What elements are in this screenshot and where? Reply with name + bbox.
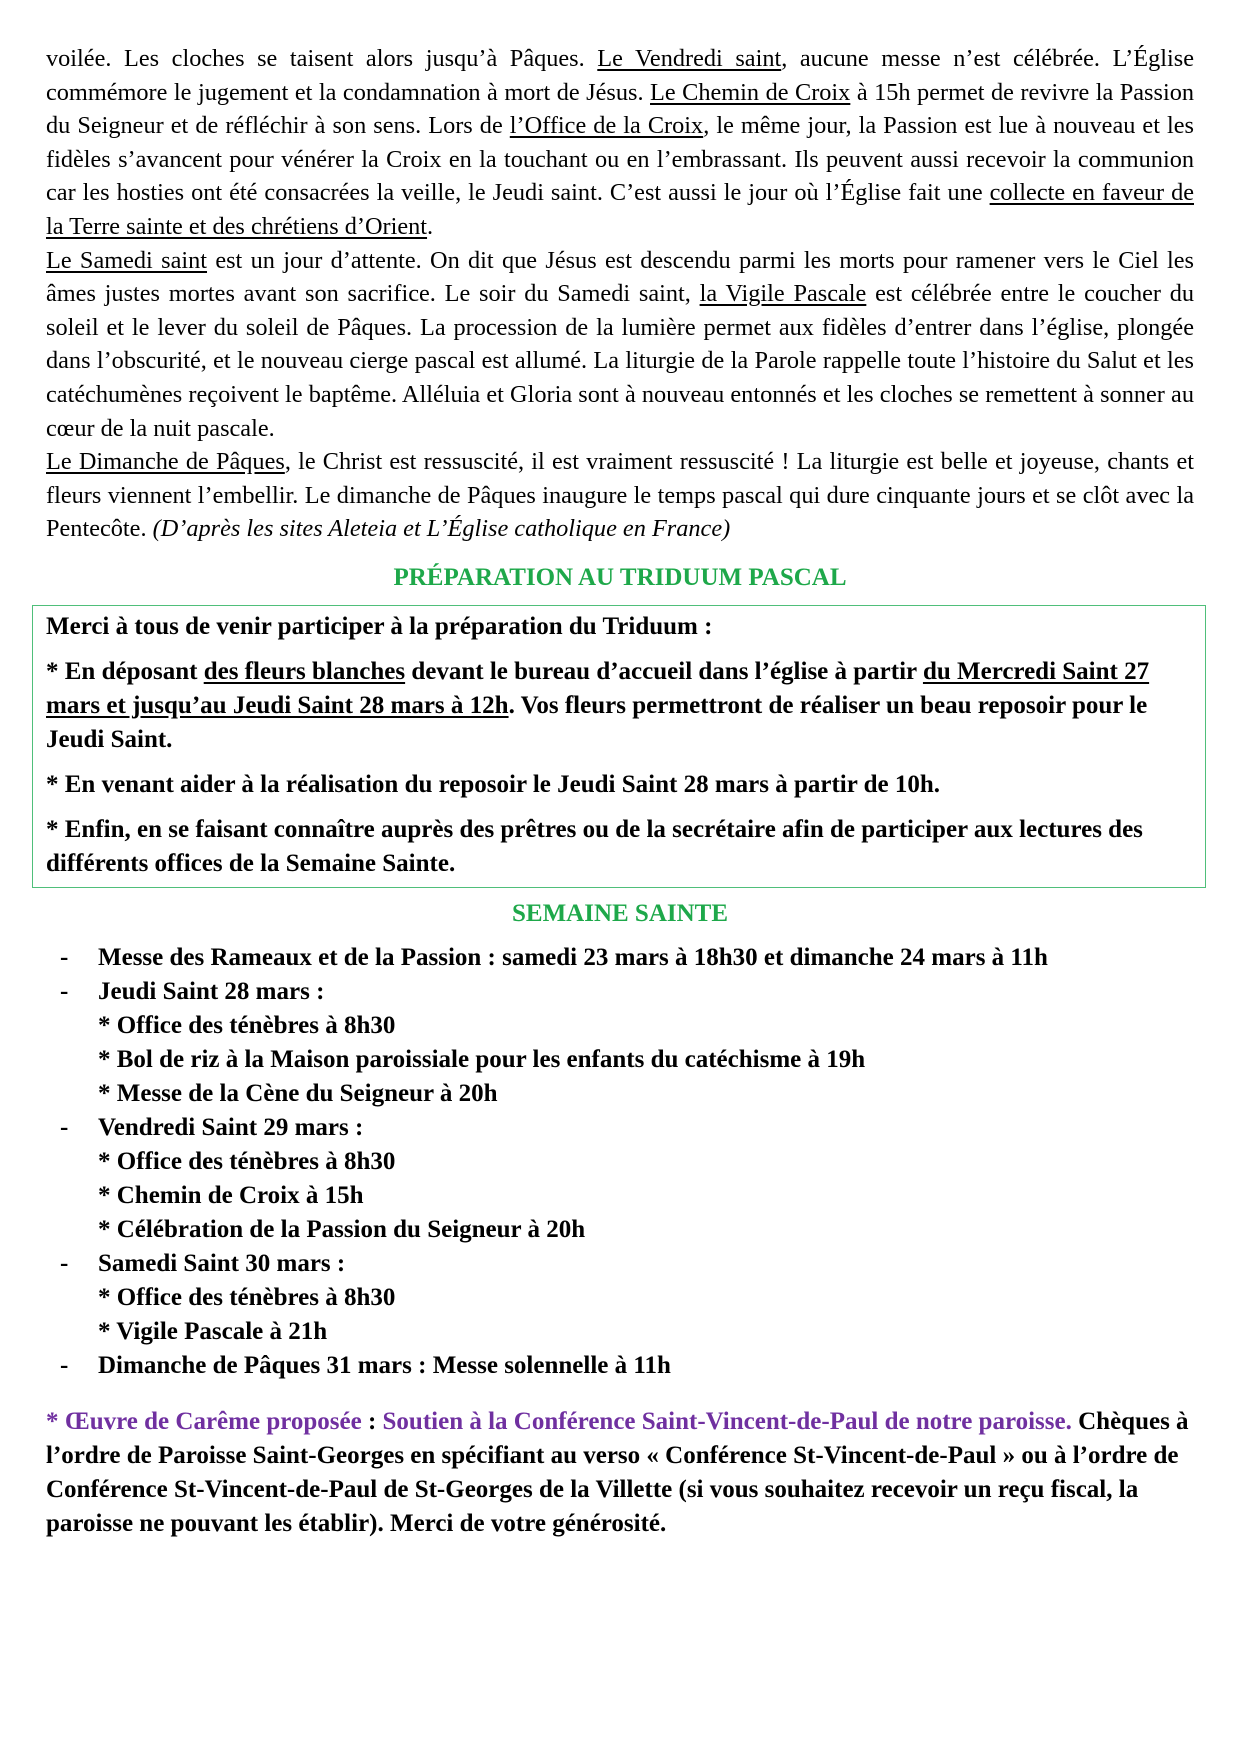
underlined-term: l’Office de la Croix — [509, 112, 704, 140]
paragraph-samedi-saint — [46, 244, 1194, 446]
triduum-heading: PRÉPARATION AU TRIDUUM PASCAL — [393, 563, 847, 591]
text: est un jour d’attente. On dit que Jésus est descendu parmi les morts pour ramener vers le Ciel les âmes justes mortes avant son sacrifice. Le soir du Samedi saint, — [46, 246, 1195, 308]
triduum-box — [32, 605, 1206, 888]
source-citation: (D’après les sites Aleteia et L’Église catholique en France) — [152, 515, 731, 543]
list-item — [46, 1349, 1194, 1383]
underlined-term: des fleurs blanches — [203, 657, 406, 685]
underlined-term: la Vigile Pascale — [699, 280, 867, 308]
text: devant le bureau d’accueil dans l’église à partir — [405, 657, 923, 685]
triduum-item-lectures: * Enfin, en se faisant connaître auprès des prêtres ou de la secrétaire afin de participer aux lectures des différents offices de la Semaine Sainte. — [46, 815, 1143, 877]
list-sub-item: * Office des ténèbres à 8h30 — [98, 1011, 396, 1039]
list-sub-item: * Office des ténèbres à 8h30 — [98, 1283, 396, 1311]
list-dash: - — [60, 943, 69, 971]
text: . Vos fleurs permettront de réaliser un beau reposoir pour le Jeudi Saint. — [46, 691, 1148, 753]
list-item — [46, 1247, 1194, 1349]
underlined-term: Le Samedi saint — [46, 246, 208, 274]
text: , le Christ est ressuscité, il est vraiment ressuscité ! La liturgie est belle et joyeuse, chants et fleurs viennent l’embellir. Le dimanche de Pâques inaugure le temps pascal qui dure cinquante jours et se clôt avec la Pentecôte. — [46, 448, 1194, 543]
list-item — [46, 975, 1194, 1111]
list-sub-item: * Office des ténèbres à 8h30 — [98, 1147, 396, 1175]
list-item-label: Samedi Saint 30 mars : — [98, 1249, 346, 1277]
list-item-content — [98, 975, 1194, 1111]
list-sub-item: * Messe de la Cène du Seigneur à 20h — [98, 1079, 498, 1107]
list-dash: - — [60, 1113, 69, 1141]
paragraph-vendredi-saint — [46, 42, 1194, 244]
semaine-list — [46, 941, 1194, 1383]
text: . — [427, 212, 434, 240]
list-item-content — [98, 941, 1194, 975]
underlined-term: Le Dimanche de Pâques — [46, 448, 285, 476]
oeuvre-highlight: Soutien à la Conférence Saint-Vincent-de-Paul de notre paroisse. — [382, 1407, 1072, 1435]
text: : — [361, 1407, 383, 1435]
list-dash: - — [60, 1249, 69, 1277]
oeuvre-paragraph — [46, 1405, 1194, 1541]
triduum-item-flowers — [46, 655, 1193, 757]
list-item-label: Jeudi Saint 28 mars : — [98, 977, 325, 1005]
text: , aucune messe n’est célébrée. L’Église commémore le jugement et la condamnation à mort de Jésus. — [46, 45, 1194, 106]
text: , le même jour, la Passion est lue à nouveau et les fidèles s’avancent pour vénérer la Croix en la touchant ou en l’embrassant. Ils peuvent aussi recevoir la communion car les hosties ont été consacrées la veille, le Jeudi saint. C’est aussi le jour où l’Église fait une — [46, 112, 1195, 207]
text: * En déposant — [46, 657, 204, 685]
paragraph-dimanche-paques — [46, 445, 1194, 546]
list-item-content — [98, 1247, 1194, 1349]
list-dash: - — [60, 977, 69, 1005]
oeuvre-lead: * Œuvre de Carême proposée — [46, 1407, 362, 1435]
underlined-term: Le Vendredi saint — [597, 45, 782, 72]
list-item — [46, 1111, 1194, 1247]
text: à 15h permet de revivre la Passion du Seigneur et de réfléchir à son sens. Lors de — [46, 78, 1195, 140]
list-sub-item: * Bol de riz à la Maison paroissiale pour les enfants du catéchisme à 19h — [98, 1045, 866, 1073]
list-item — [46, 941, 1194, 975]
list-item-label: Messe des Rameaux et de la Passion : samedi 23 mars à 18h30 et dimanche 24 mars à 11h — [98, 943, 1048, 971]
list-dash: - — [60, 1351, 69, 1379]
text: est célébrée entre le coucher du soleil et le lever du soleil de Pâques. La procession de la lumière permet aux fidèles d’entrer dans l’église, plongée dans l’obscurité, et le nouveau cierge pascal est allumé. La liturgie de la Parole rappelle toute l’histoire du Salut et les catéchumènes reçoivent le baptême. Alléluia et Gloria sont à nouveau entonnés et les cloches se remettent à sonner au cœur de la nuit pascale. — [46, 280, 1195, 442]
list-sub-item: * Vigile Pascale à 21h — [98, 1317, 328, 1345]
semaine-heading: SEMAINE SAINTE — [511, 899, 729, 927]
list-item-label: Vendredi Saint 29 mars : — [98, 1113, 364, 1141]
list-item-content — [98, 1111, 1194, 1247]
triduum-item-reposoir: * En venant aider à la réalisation du reposoir le Jeudi Saint 28 mars à partir de 10h. — [46, 770, 941, 798]
triduum-intro: Merci à tous de venir participer à la préparation du Triduum : — [46, 612, 713, 640]
intro-text — [46, 42, 1194, 546]
page — [46, 42, 1194, 1541]
list-item-label: Dimanche de Pâques 31 mars : Messe solennelle à 11h — [98, 1351, 671, 1379]
text: voilée. Les cloches se taisent alors jusqu’à Pâques. — [46, 45, 598, 72]
text: Chèques à l’ordre de Paroisse Saint-Georges en spécifiant au verso « Conférence St-Vincent-de-Paul » ou à l’ordre de Conférence St-Vincent-de-Paul de St-Georges de la Villette (si vous souhaitez recevoir un reçu fiscal, la paroisse ne pouvant les établir). Merci de votre générosité. — [46, 1407, 1189, 1537]
list-item-content — [98, 1349, 1194, 1383]
list-sub-item: * Célébration de la Passion du Seigneur à 20h — [98, 1215, 586, 1243]
underlined-term: du Mercredi Saint 27 mars et jusqu’au Jeudi Saint 28 mars à 12h — [46, 657, 1150, 719]
list-sub-item: * Chemin de Croix à 15h — [98, 1181, 364, 1209]
underlined-term: Le Chemin de Croix — [650, 78, 851, 106]
underlined-term: collecte en faveur de la Terre sainte et des chrétiens d’Orient — [46, 179, 1194, 240]
